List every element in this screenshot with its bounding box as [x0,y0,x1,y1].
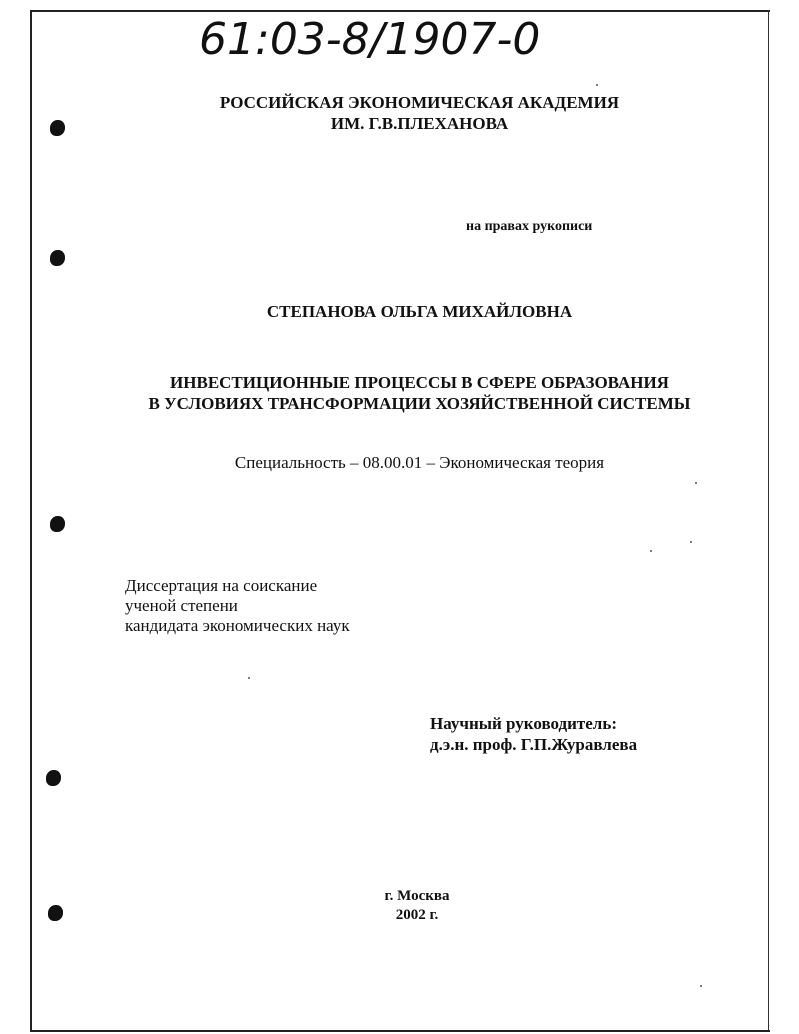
scan-speck [248,677,250,679]
scan-speck [700,985,702,987]
punch-hole [46,770,61,786]
scan-speck [695,482,697,484]
institution-line-1: РОССИЙСКАЯ ЭКОНОМИЧЕСКАЯ АКАДЕМИЯ [219,93,620,112]
author-name: СТЕПАНОВА ОЛЬГА МИХАЙЛОВНА [266,302,573,321]
supervisor-name: д.э.н. проф. Г.П.Журавлева [430,735,638,754]
scan-border-left [30,10,32,1030]
dissertation-line-1: Диссертация на соискание [125,576,318,595]
institution-line-2: ИМ. Г.В.ПЛЕХАНОВА [330,114,509,133]
punch-hole [50,250,65,266]
manuscript-note: на правах рукописи [466,219,593,234]
dissertation-line-3: кандидата экономических наук [125,616,350,635]
scan-border-right [768,10,769,1030]
handwritten-catalog-number [195,8,575,68]
scan-speck [690,541,692,543]
thesis-title-line-2: В УСЛОВИЯХ ТРАНСФОРМАЦИИ ХОЗЯЙСТВЕННОЙ СИСТЕМЫ [148,394,691,413]
supervisor-label: Научный руководитель: [430,714,617,733]
year: 2002 г. [395,907,439,923]
punch-hole [50,516,65,532]
scan-border-bottom [30,1030,770,1032]
handwritten-catalog-number-text: 61:03-8/1907-0 [199,14,541,65]
dissertation-line-2: ученой степени [125,596,238,615]
scan-speck [596,84,598,86]
city: г. Москва [384,888,450,904]
thesis-title-line-1: ИНВЕСТИЦИОННЫЕ ПРОЦЕССЫ В СФЕРЕ ОБРАЗОВАНИЯ [170,373,669,392]
scan-speck [650,550,652,552]
specialty: Специальность – 08.00.01 – Экономическая теория [234,453,605,472]
